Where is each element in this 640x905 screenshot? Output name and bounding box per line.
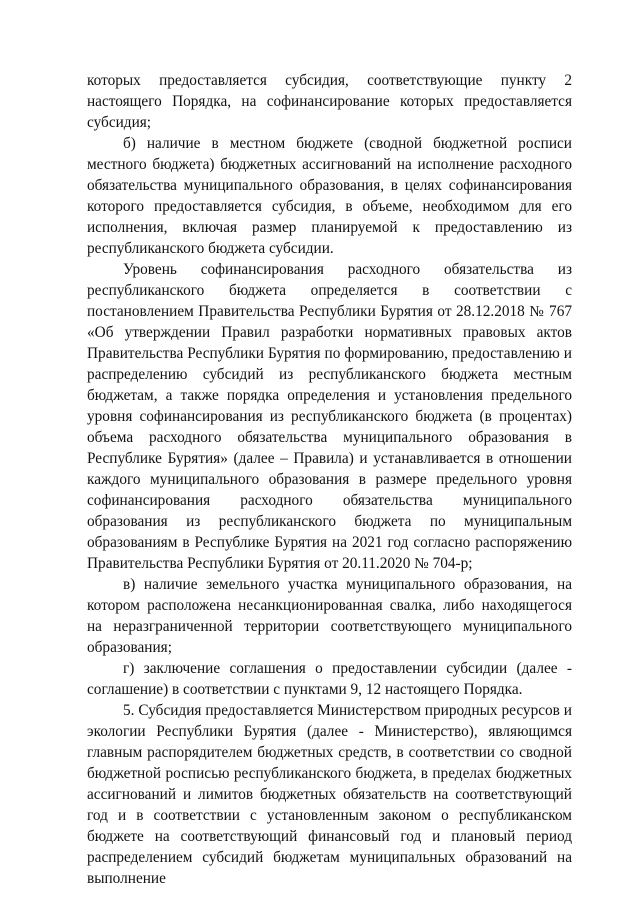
paragraph-item-v: в) наличие земельного участка муниципального образования, на котором расположена несанкционированная свалка, либо находящегося на неразграниченной территории соответствующего муниципального образования; bbox=[87, 576, 572, 656]
paragraph-continuation: которых предоставляется субсидия, соответствующие пункту 2 настоящего Порядка, на софинансирование которых предоставляется субсидия; bbox=[87, 72, 572, 131]
document-body bbox=[87, 70, 572, 889]
paragraph-item-b: б) наличие в местном бюджете (сводной бюджетной росписи местного бюджета) бюджетных ассигнований на исполнение расходного обязательства муниципального образования, в целях софинансирования которого предоставляется субсидия, в объеме, необходимом для его исполнения, включая размер планируемой к предоставлению из республиканского бюджета субсидии. bbox=[87, 135, 572, 257]
paragraph-cofinancing-level: Уровень софинансирования расходного обязательства из республиканского бюджета определяется в соответствии с постановлением Правительства Республики Бурятия от 28.12.2018 № 767 «Об утверждении Правил разработки нормативных правовых актов Правительства Республики Бурятия по формированию, предоставлению и распределению субсидий из республиканского бюджета местным бюджетам, а также порядка определения и установления предельного уровня софинансирования из республиканского бюджета (в процентах) объема расходного обязательства муниципального образования в Республике Бурятия» (далее – Правила) и устанавливается в отношении каждого муниципального образования в размере предельного уровня софинансирования расходного обязательства муниципального образования из республиканского бюджета по муниципальным образованиям в Республике Бурятия на 2021 год согласно распоряжению Правительства Республики Бурятия от 20.11.2020 № 704-р; bbox=[87, 261, 572, 572]
paragraph-item-g: г) заключение соглашения о предоставлении субсидии (далее - соглашение) в соответствии с пунктами 9, 12 настоящего Порядка. bbox=[87, 660, 572, 698]
paragraph-clause-5: 5. Субсидия предоставляется Министерством природных ресурсов и экологии Республики Бурятия (далее - Министерство), являющимся главным распорядителем бюджетных средств, в соответствии со сводной бюджетной росписью республиканского бюджета, в пределах бюджетных ассигнований и лимитов бюджетных обязательств на соответствующий год и в соответствии с установленным законом о республиканском бюджете на соответствующий финансовый год и плановый период распределением субсидий бюджетам муниципальных образований на выполнение bbox=[87, 702, 572, 887]
